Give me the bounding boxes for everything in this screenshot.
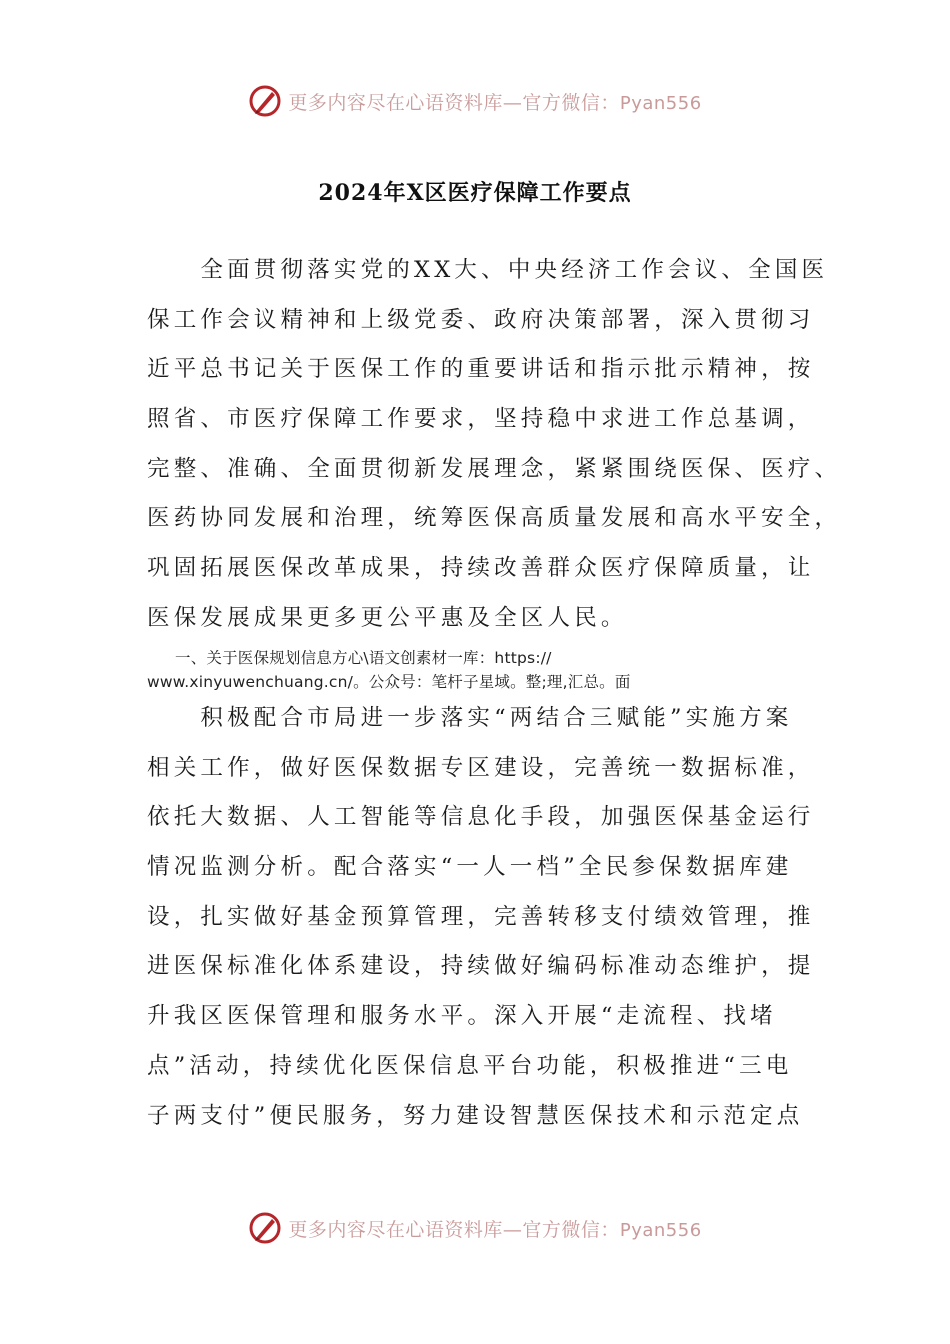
text-line: 保工作会议精神和上级党委、政府决策部署，深入贯彻习 bbox=[147, 306, 815, 333]
header-banner-text: 更多内容尽在心语资料库—官方微信：Pyan556 bbox=[288, 91, 702, 114]
footer-banner bbox=[0, 1211, 950, 1245]
text-line: 全面贯彻落实党的XX大、中央经济工作会议、全国医 bbox=[147, 257, 829, 283]
document-title: 2024年X区医疗保障工作要点 bbox=[318, 180, 632, 206]
text-line: 点”活动，持续优化医保信息平台功能，积极推进“三电 bbox=[147, 1052, 793, 1079]
text-line: 依托大数据、人工智能等信息化手段，加强医保基金运行 bbox=[147, 804, 815, 831]
text-line: 相关工作，做好医保数据专区建设，完善统一数据标准， bbox=[147, 754, 815, 781]
text-line: 情况监测分析。配合落实“一人一档”全民参保数据库建 bbox=[147, 854, 793, 881]
text-line: 设，扎实做好基金预算管理，完善转移支付绩效管理，推 bbox=[147, 903, 815, 930]
header-wechat-id: Pyan556 bbox=[619, 92, 702, 114]
paragraph-section-one bbox=[147, 694, 815, 1141]
text-line: 升我区医保管理和服务水平。深入开展“走流程、找堵 bbox=[147, 1003, 777, 1030]
text-line: 积极配合市局进一步落实“两结合三赋能”实施方案 bbox=[147, 705, 793, 731]
text-line: 照省、市医疗保障工作要求，坚持稳中求进工作总基调， bbox=[147, 406, 815, 433]
footer-banner-text: 更多内容尽在心语资料库—官方微信：Pyan556 bbox=[288, 1218, 702, 1241]
text-line: 医药协同发展和治理，统筹医保高质量发展和高水平安全， bbox=[147, 505, 842, 532]
pen-logo-icon bbox=[248, 1211, 282, 1245]
pen-logo-icon bbox=[248, 84, 282, 118]
text-line: 子两支付”便民服务，努力建设智慧医保技术和示范定点 bbox=[147, 1102, 804, 1129]
paragraph-intro bbox=[147, 246, 842, 644]
section-note-line: www.xinyuwenchuang.cn/。公众号：笔杆子星域。整;理,汇总。面 bbox=[147, 673, 631, 691]
text-line: 近平总书记关于医保工作的重要讲话和指示批示精神，按 bbox=[147, 356, 815, 383]
section-note-line: 一、关于医保规划信息方心\语文创素材一库：https:// bbox=[175, 649, 552, 667]
footer-wechat-id: Pyan556 bbox=[619, 1219, 702, 1241]
text-line: 医保发展成果更多更公平惠及全区人民。 bbox=[147, 604, 628, 631]
text-line: 巩固拓展医保改革成果，持续改善群众医疗保障质量，让 bbox=[147, 555, 815, 582]
text-line: 进医保标准化体系建设，持续做好编码标准动态维护，提 bbox=[147, 953, 815, 980]
header-banner bbox=[0, 84, 950, 118]
text-line: 完整、准确、全面贯彻新发展理念，紧紧围绕医保、医疗、 bbox=[147, 455, 842, 482]
